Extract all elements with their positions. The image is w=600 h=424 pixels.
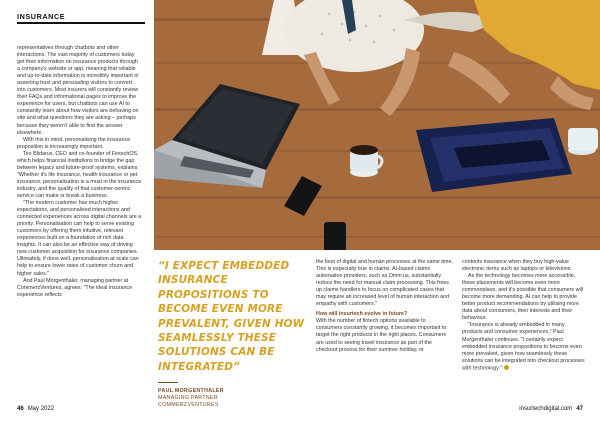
paragraph-text: "Insurance is already embedded in many products and consumer experiences," Paul Morgenthaler continues. "I certainly expect embedded insurance propositions to become even more prevalent, given how seamlessly these solutions can be integrated into checkout processes with technology." bbox=[462, 322, 585, 372]
paragraph: With the number of fintech options available to consumers constantly growing, it becomes important to target the right products in the right places. Consumers are used to seeing travel insurance as part of the checkout process for their summer holiday, or bbox=[316, 318, 447, 353]
article-column-4 bbox=[462, 259, 586, 372]
mug-white-icon bbox=[350, 145, 382, 177]
paragraph: the best of digital and human processes at the same time. This is especially true in claims. AI-based claims automation providers, such as Omni:us, substantially reduce the need for manual claim processing. This frees up claims handlers to focus on complicated cases that may require an increased level of human interaction and empathy with customers." bbox=[316, 259, 453, 308]
page-number-left: 46 bbox=[17, 406, 24, 412]
pull-quote-rule bbox=[158, 382, 178, 383]
hero-photo bbox=[154, 0, 600, 250]
pull-quote-role: MANAGING PARTNER bbox=[158, 395, 218, 402]
smartphone-icon-2 bbox=[324, 222, 346, 250]
page-number-right: 47 bbox=[576, 406, 583, 412]
pull-quote-name: PAUL MORGENTHALER bbox=[158, 388, 224, 395]
section-rule bbox=[17, 22, 145, 24]
pull-quote bbox=[158, 259, 308, 408]
section-tag: INSURANCE bbox=[17, 12, 66, 21]
folio-left bbox=[17, 406, 54, 412]
article-column-3 bbox=[316, 259, 453, 354]
paragraph: Teo Blidarus, CEO and co-founder of FintechOS, which helps financial institutions to bridge the gap between legacy and future-proof systems, explains: "Whether it's life insurance, health insurance or pet insurance, personalisation is a must in the insurance industry, and the quality of that customer-centric service can make or break a business. bbox=[17, 150, 142, 199]
paragraph: contents insurance when they buy high-value electronic items such as laptops or televisions. bbox=[462, 259, 572, 273]
paragraph: representatives through chatbots and other interactions. The vast majority of customers today get their information on insurance products through a company's website or app, meaning that reliable and up-to-date information is incredibly important in asserting trust and persuading visitors to convert into customers. Most insurers will constantly review their FAQs and informational pages to improve the experience for users, but chatbots can use AI to constantly learn about how visitors are behaving on site and what questions they are asking – perhaps because they weren't able to find the answer elsewhere. bbox=[17, 45, 139, 136]
paragraph: With this in mind, personalising the insurance proposition is increasingly important. bbox=[17, 136, 131, 150]
article-column-1 bbox=[17, 45, 142, 299]
paragraph bbox=[462, 322, 586, 372]
end-mark-icon bbox=[504, 365, 509, 370]
pull-quote-company: COMMERZVENTURES bbox=[158, 401, 219, 408]
issue-date: May 2022 bbox=[27, 406, 55, 412]
paragraph: As the technology becomes more accessible, these placements will become even more commonplace, and it's possible that consumers will become more demanding. AI can help to provide better product recommendations by utilising more data about consumers, their interests and their behaviour. bbox=[462, 273, 584, 322]
paragraph: And Paul Morgenthaler, managing partner at CommerzVentures, agrees: "The ideal insurance experience reflects bbox=[17, 277, 133, 298]
subheading: How will insurtech evolve in future? bbox=[316, 311, 408, 318]
folio-right bbox=[519, 406, 583, 412]
mug-teal-icon bbox=[568, 128, 598, 155]
pull-quote-text: “I EXPECT EMBEDDED INSURANCE PROPOSITIONS TO BECOME EVEN MORE PREVALENT, GIVEN HOW SEAMLESSLY THESE SOLUTIONS CAN BE INTEGRATED” bbox=[158, 260, 305, 373]
site-url: insurtechdigital.com bbox=[519, 406, 573, 412]
paragraph: "The modern customer has much higher expectations, and personalised interactions and connected experiences across digital channels are a priority. Personalisation can help to serve existing customers by offering them intuitive, relevant experiences built on a foundation of rich data insights. It can also be an effective way of driving new customer acquisition for insurance companies. Ultimately, if done well, personalisation at scale can help to ensure lower rates of customer churn and higher sales." bbox=[17, 200, 142, 277]
